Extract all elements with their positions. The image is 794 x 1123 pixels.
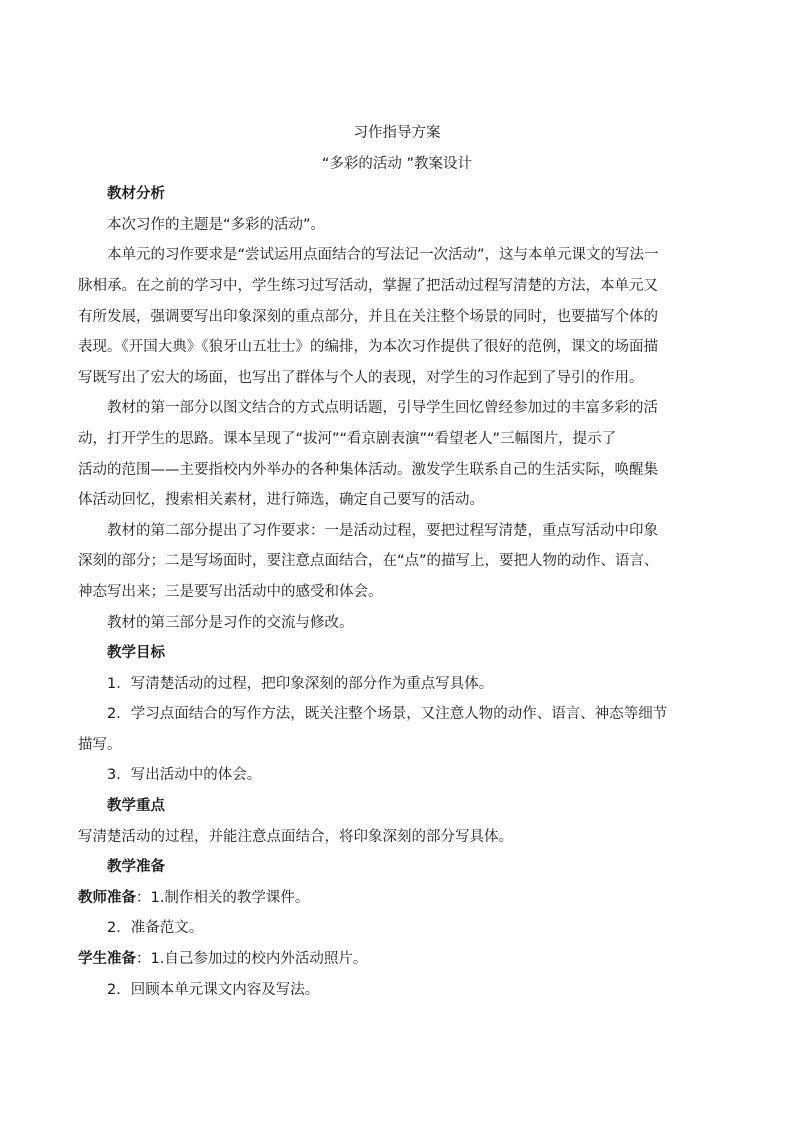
teacher-preparation-item: ：1.制作相关的教学课件。 — [136, 889, 310, 906]
document-subtitle: “多彩的活动 ”教案设计 — [321, 155, 473, 172]
section-heading-analysis: 教材分析 — [107, 186, 165, 203]
student-preparation-label: 学生准备 — [78, 951, 136, 968]
list-item: 2．学习点面结合的写作方法，既关注整个场景，又注意人物的动作、语言、神态等细节 — [107, 706, 668, 723]
paragraph-line: 脉相承。在之前的学习中，学生练习过写活动，掌握了把活动过程写清楚的方法，本单元又 — [78, 277, 658, 294]
list-item-continuation: 描写。 — [78, 736, 122, 753]
paragraph-line: 教材的第二部分提出了习作要求：一是活动过程，要把过程写清楚，重点写活动中印象 — [107, 522, 658, 539]
paragraph-line: 体活动回忆，搜索相关素材，进行筛选，确定自己要写的活动。 — [78, 492, 484, 509]
student-preparation-item: ：1.自己参加过的校内外活动照片。 — [136, 951, 368, 968]
paragraph-line: 教材的第一部分以图文结合的方式点明话题，引导学生回忆曾经参加过的丰富多彩的活 — [107, 400, 658, 417]
paragraph-line: 活动的范围——主要指校内外举办的各种集体活动。激发学生联系自己的生活实际，唤醒集 — [78, 461, 658, 478]
teacher-preparation — [78, 883, 727, 914]
list-item: 1．写清楚活动的过程，把印象深刻的部分作为重点写具体。 — [107, 675, 494, 692]
paragraph-line: 本次习作的主题是“多彩的活动”。 — [107, 216, 326, 233]
teacher-preparation-item: 2．准备范文。 — [107, 920, 204, 937]
section-heading-preparation: 教学准备 — [107, 859, 165, 876]
paragraph-line: 动，打开学生的思路。课本呈现了“拔河”“看京剧表演”“看望老人”三幅图片，提示了 — [78, 430, 617, 447]
teacher-preparation-label: 教师准备 — [78, 889, 136, 906]
paragraph-line: 本单元的习作要求是“尝试运用点面结合的写法记一次活动”，这与本单元课文的写法一 — [107, 247, 659, 264]
student-preparation — [78, 944, 727, 975]
paragraph-line: 教材的第三部分是习作的交流与修改。 — [107, 614, 354, 631]
student-preparation-item: 2．回顾本单元课文内容及写法。 — [107, 981, 320, 998]
paragraph-line: 神态写出来；三是要写出活动中的感受和体会。 — [78, 583, 383, 600]
document-title: 习作指导方案 — [353, 125, 441, 141]
section-heading-focus: 教学重点 — [107, 798, 165, 815]
focus-text: 写清楚活动的过程，并能注意点面结合，将印象深刻的部分写具体。 — [78, 828, 513, 845]
paragraph-line: 写既写出了宏大的场面，也写出了群体与个人的表现，对学生的习作起到了导引的作用。 — [78, 369, 644, 386]
list-item: 3．写出活动中的体会。 — [107, 767, 262, 784]
paragraph-line: 有所发展，强调要写出印象深刻的重点部分，并且在关注整个场景的同时，也要描写个体的 — [78, 308, 658, 325]
paragraph-line: 深刻的部分；二是写场面时，要注意点面结合，在“点”的描写上，要把人物的动作、语言、 — [78, 553, 659, 570]
document-page — [78, 118, 727, 1005]
paragraph-line: 表现。《开国大典》《狼牙山五壮士》的编排，为本次习作提供了很好的范例，课文的场面描 — [78, 339, 658, 356]
section-heading-objectives: 教学目标 — [107, 645, 165, 662]
